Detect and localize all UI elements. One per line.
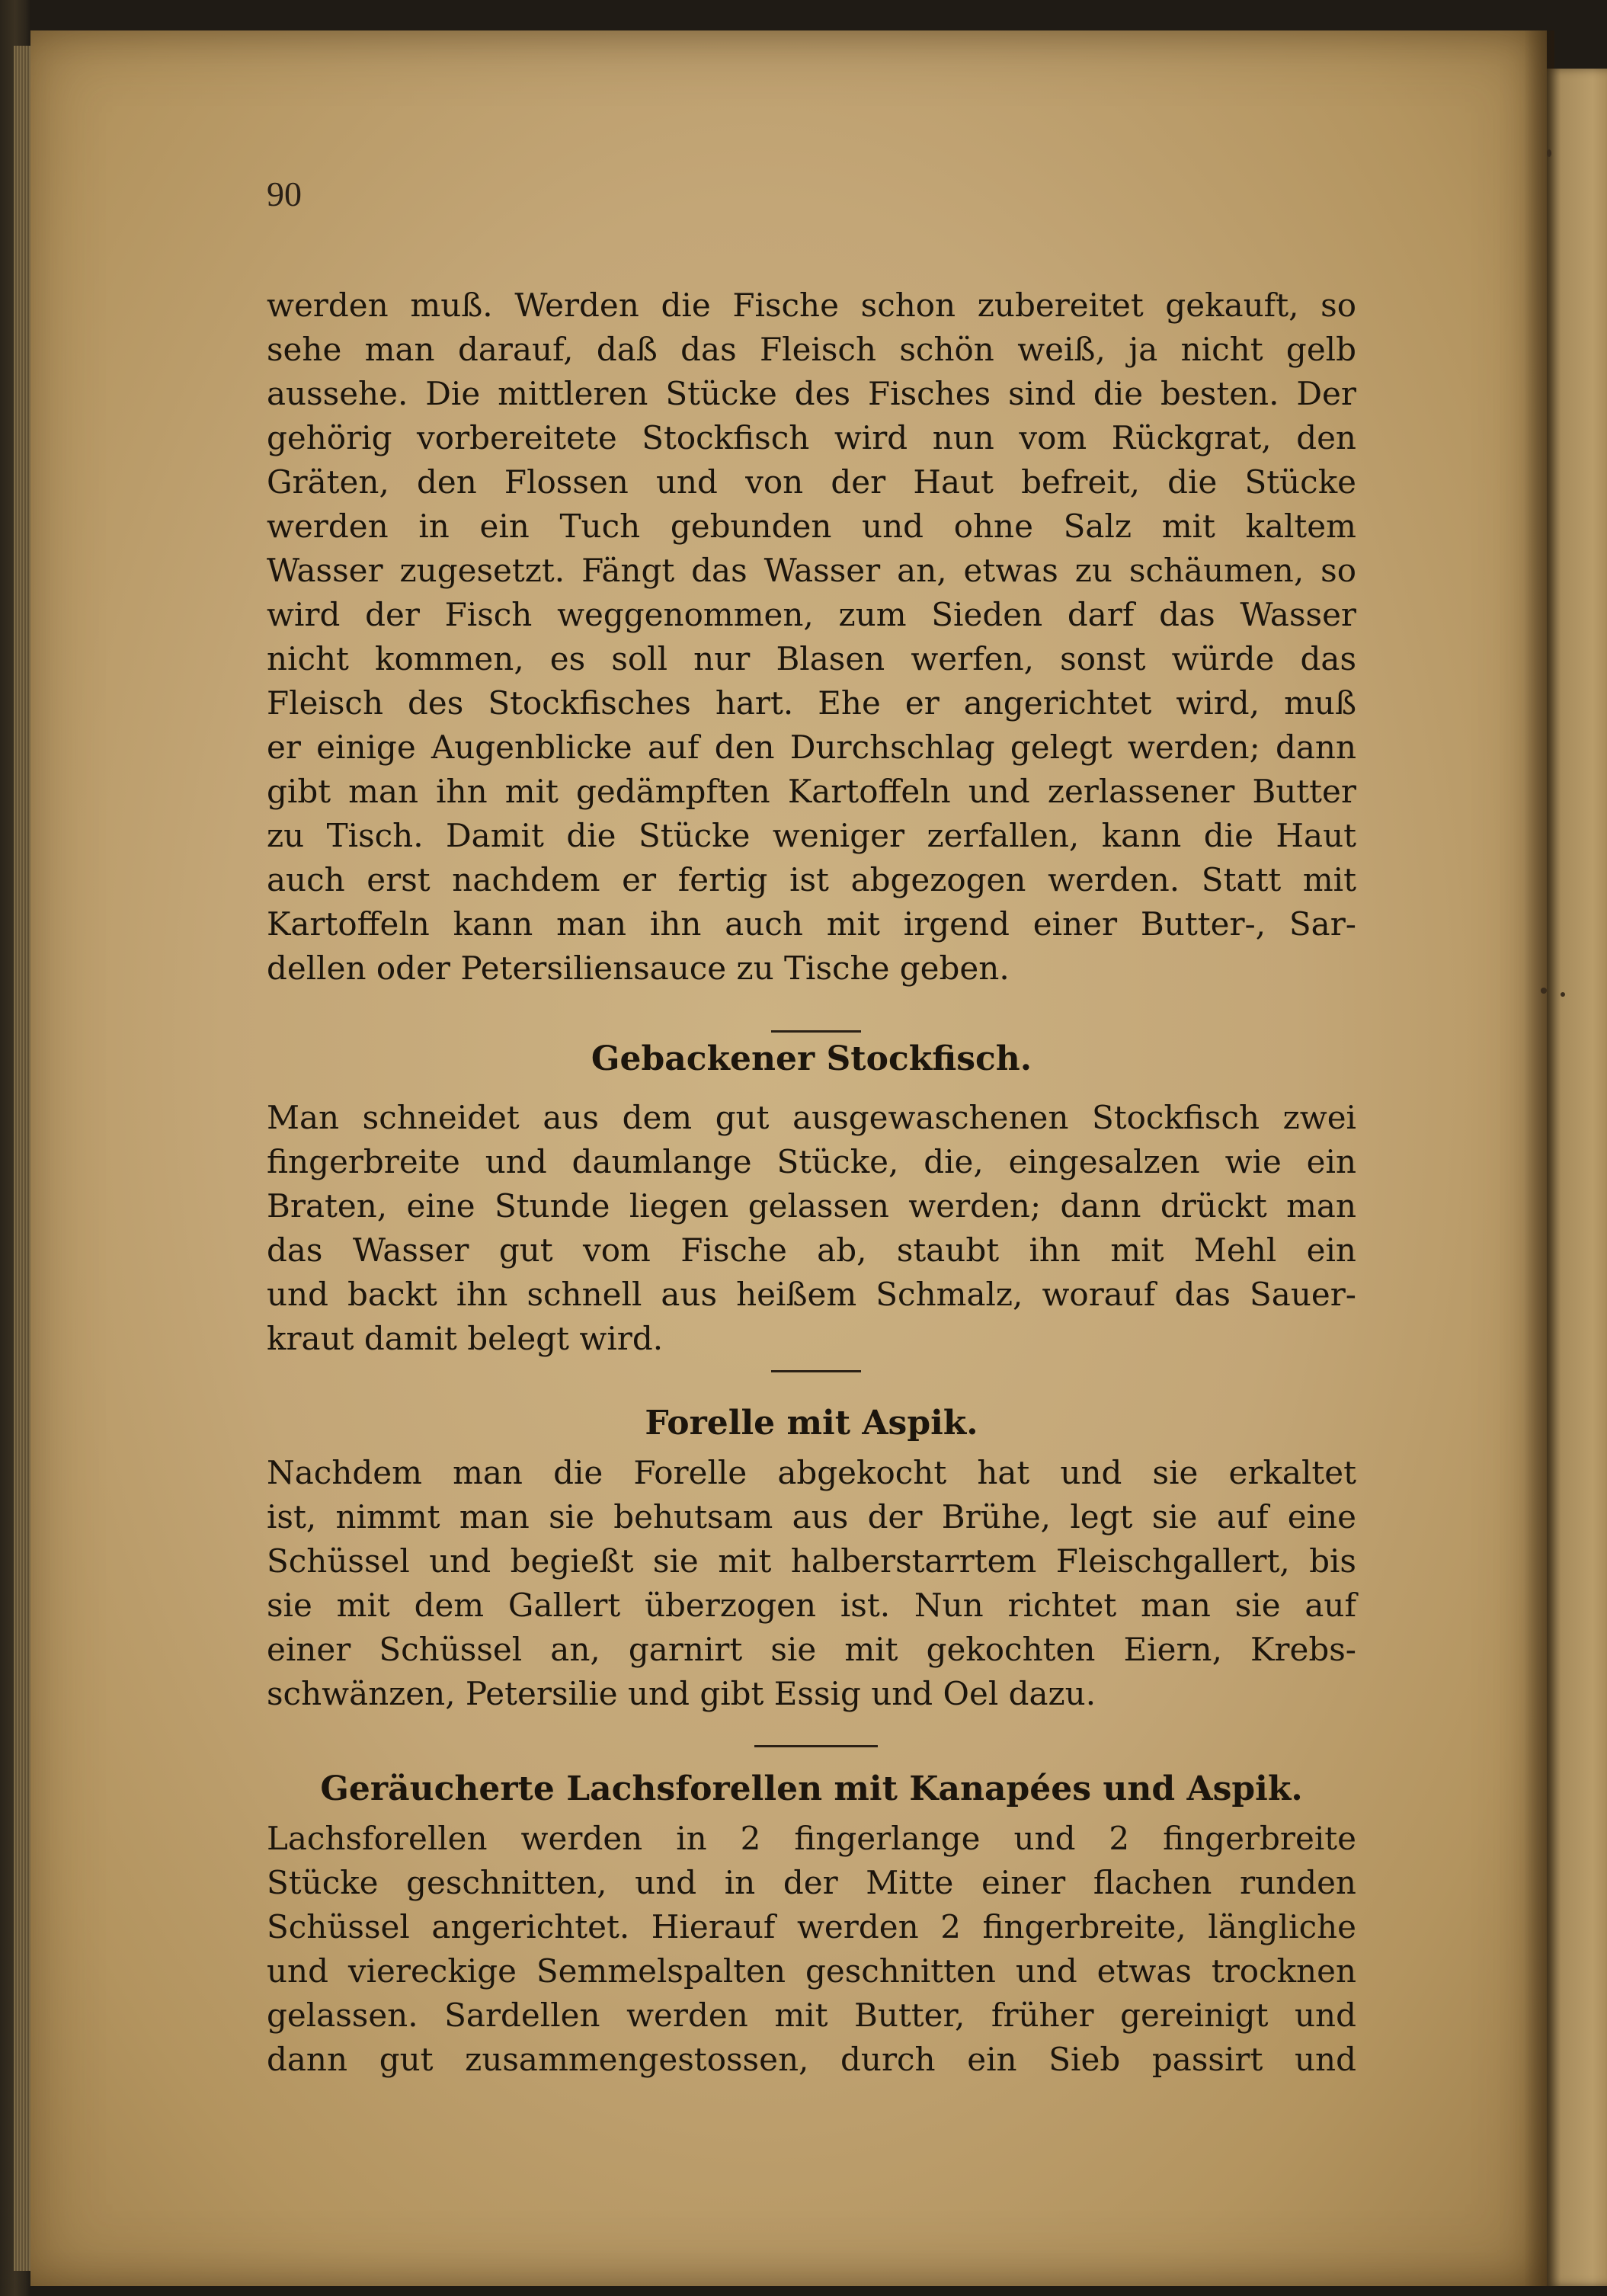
text-line: Schüssel und begießt sie mit halberstarrtem Fleischgallert, bis — [267, 1542, 1356, 1580]
text-line: Gräten, den Flossen und von der Haut befreit, die Stücke — [267, 463, 1356, 501]
text-line: Kartoffeln kann man ihn auch mit irgend einer Butter-, Sar- — [267, 905, 1356, 943]
text-line: Fleisch des Stockfisches hart. Ehe er angerichtet wird, muß — [267, 684, 1356, 722]
text-line: Lachsforellen werden in 2 fingerlange und 2 fingerbreite — [267, 1820, 1356, 1857]
text-line: Braten, eine Stunde liegen gelassen werden; dann drückt man — [267, 1187, 1356, 1225]
recipe-title-forelle-mit-aspik: Forelle mit Aspik. — [645, 1404, 978, 1443]
text-line: werden muß. Werden die Fische schon zubereitet gekauft, so — [267, 287, 1356, 324]
text-line: sie mit dem Gallert überzogen ist. Nun richtet man sie auf — [267, 1587, 1356, 1624]
print-speck — [1547, 149, 1551, 157]
text-line: und viereckige Semmelspalten geschnitten und etwas trocknen — [267, 1952, 1356, 1990]
recipe-body-gebackener-stockfisch — [267, 1096, 1356, 1361]
text-line: Wasser zugesetzt. Fängt das Wasser an, etwas zu schäumen, so — [267, 552, 1356, 589]
facing-page-edge — [1547, 69, 1607, 2286]
text-line: aussehe. Die mittleren Stücke des Fisches sind die besten. Der — [267, 375, 1356, 412]
text-line: gelassen. Sardellen werden mit Butter, früher gereinigt und — [267, 1997, 1356, 2034]
text-line: Stücke geschnitten, und in der Mitte einer flachen runden — [267, 1864, 1356, 1901]
text-line: dellen oder Petersiliensauce zu Tische geben. — [267, 949, 1010, 987]
paragraph-continuation — [267, 283, 1356, 991]
text-line: Nachdem man die Forelle abgekocht hat und sie erkaltet — [267, 1454, 1356, 1491]
text-line: ist, nimmt man sie behutsam aus der Brühe, legt sie auf eine — [267, 1498, 1356, 1535]
page-number: 90 — [267, 175, 302, 213]
recipe-title-geraeucherte-lachsforellen: Geräucherte Lachsforellen mit Kanapées und Aspik. — [320, 1769, 1303, 1808]
print-speck — [1561, 992, 1565, 997]
text-line: fingerbreite und daumlange Stücke, die, eingesalzen wie ein — [267, 1143, 1356, 1180]
text-line: er einige Augenblicke auf den Durchschlag gelegt werden; dann — [267, 729, 1356, 766]
text-line: werden in ein Tuch gebunden und ohne Salz mit kaltem — [267, 508, 1356, 545]
recipe-body-forelle-mit-aspik — [267, 1451, 1356, 1716]
text-line: das Wasser gut vom Fische ab, staubt ihn mit Mehl ein — [267, 1231, 1356, 1269]
text-line: Man schneidet aus dem gut ausgewaschenen Stockfisch zwei — [267, 1099, 1356, 1136]
section-divider — [771, 1030, 861, 1033]
print-speck — [1541, 988, 1547, 994]
text-line: Schüssel angerichtet. Hierauf werden 2 fingerbreite, längliche — [267, 1908, 1356, 1945]
text-line: einer Schüssel an, garnirt sie mit gekochten Eiern, Krebs- — [267, 1631, 1356, 1668]
recipe-body-geraeucherte-lachsforellen — [267, 1817, 1356, 2082]
text-line: schwänzen, Petersilie und gibt Essig und Oel dazu. — [267, 1675, 1096, 1712]
section-divider — [754, 1745, 878, 1747]
text-line: gibt man ihn mit gedämpften Kartoffeln und zerlassener Butter — [267, 773, 1356, 810]
text-line: kraut damit belegt wird. — [267, 1320, 664, 1357]
text-line: dann gut zusammengestossen, durch ein Sieb passirt und — [267, 2041, 1356, 2078]
text-line: und backt ihn schnell aus heißem Schmalz, worauf das Sauer- — [267, 1276, 1356, 1313]
text-line: auch erst nachdem er fertig ist abgezogen werden. Statt mit — [267, 861, 1356, 898]
recipe-title-gebackener-stockfisch: Gebackener Stockfisch. — [591, 1039, 1032, 1078]
text-line: zu Tisch. Damit die Stücke weniger zerfallen, kann die Haut — [267, 817, 1356, 854]
text-line: nicht kommen, es soll nur Blasen werfen, sonst würde das — [267, 640, 1356, 677]
section-divider — [771, 1370, 861, 1372]
text-line: gehörig vorbereitete Stockfisch wird nun vom Rückgrat, den — [267, 419, 1356, 456]
text-line: sehe man darauf, daß das Fleisch schön weiß, ja nicht gelb — [267, 331, 1356, 368]
text-line: wird der Fisch weggenommen, zum Sieden darf das Wasser — [267, 596, 1356, 633]
